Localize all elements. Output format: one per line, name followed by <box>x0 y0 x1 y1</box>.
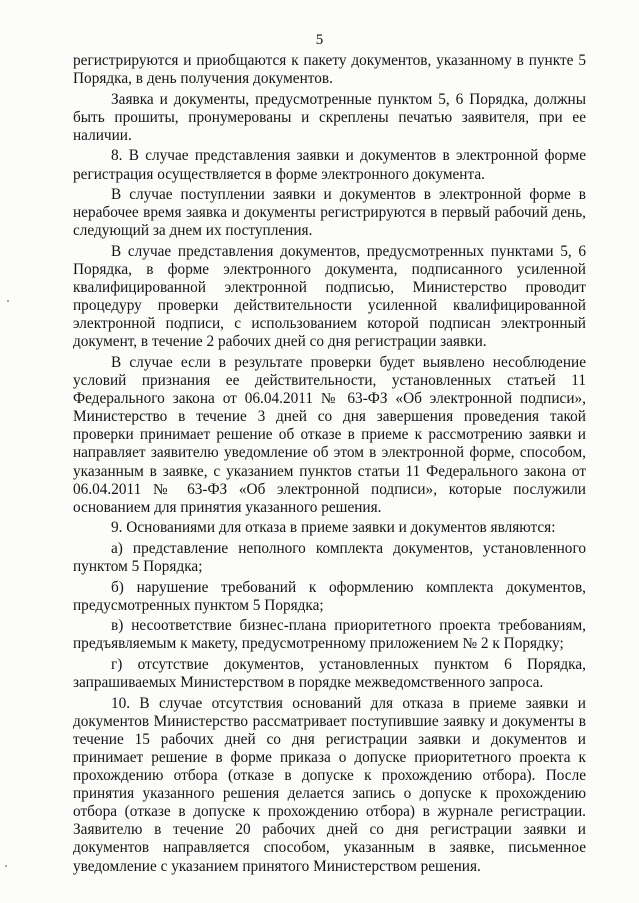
paragraph: 8. В случае представления заявки и документов в электронной форме регистрация осуществляется в форме электронного документа. <box>73 147 586 183</box>
page-number: 5 <box>315 32 324 48</box>
paragraph: регистрируются и приобщаются к пакету документов, указанному в пункте 5 Порядка, в день получения документов. <box>73 52 586 88</box>
list-item: б) нарушение требований к оформлению комплекта документов, предусмотренных пунктом 5 Порядка; <box>73 578 586 614</box>
paragraph: Заявка и документы, предусмотренные пунктом 5, 6 Порядка, должны быть прошиты, пронумерованы и скреплены печатью заявителя, при ее наличии. <box>73 90 586 144</box>
scan-speck <box>5 865 7 867</box>
list-item: в) несоответствие бизнес-плана приоритетного проекта требованиям, предъявляемым к макету, предусмотренному приложением № 2 к Порядку; <box>73 617 586 653</box>
paragraph: 10. В случае отсутствия оснований для отказа в приеме заявки и документов Министерство рассматривает поступившие заявку и документы в течение 15 рабочих дней со дня регистрации заявки и документов и принимает решение в форме приказа о допуске приоритетного проекта к прохождению отбора (отказе в допуске к прохождению отбора). После принятия указанного решения делается запись о допуске к прохождению отбора (отказе в допуске к прохождению отбора) в журнале регистрации. Заявителю в течение 20 рабочих дней со дня регистрации заявки и документов направляется способом, указанным в заявке, письменное уведомление с указанием принятого Министерством решения. <box>73 694 586 875</box>
paragraph: В случае поступлении заявки и документов в электронной форме в нерабочее время заявка и документы регистрируются в первый рабочий день, следующий за днем их поступления. <box>73 186 586 240</box>
paragraph: В случае если в результате проверки будет выявлено несоблюдение условий признания ее действительности, установленных статьей 11 Федерального закона от 06.04.2011 № 63-ФЗ «Об электронной подписи», Министерство в течение 3 дней со дня завершения проведения такой проверки принимает решение об отказе в приеме к рассмотрению заявки и направляет заявителю уведомление об этом в электронной форме, способом, указанным в заявке, с указанием пунктов статьи 11 Федерального закона от 06.04.2011 № 63-ФЗ «Об электронной подписи», которые послужили основанием для принятия указанного решения. <box>73 354 586 516</box>
scan-speck <box>7 300 9 302</box>
list-item: г) отсутствие документов, установленных пунктом 6 Порядка, запрашиваемых Министерством в порядке межведомственного запроса. <box>73 656 586 692</box>
paragraph: 9. Основаниями для отказа в приеме заявки и документов являются: <box>111 519 556 537</box>
document-body <box>73 52 586 878</box>
paragraph: В случае представления документов, предусмотренных пунктами 5, 6 Порядка, в форме электронного документа, подписанного усиленной квалифицированной электронной подписью, Министерство проводит процедуру проверки действительности усиленной квалифицированной электронной подписи, с использованием которой подписан электронный документ, в течение 2 рабочих дней со дня регистрации заявки. <box>73 242 586 351</box>
list-item: а) представление неполного комплекта документов, установленного пунктом 5 Порядка; <box>73 539 586 576</box>
